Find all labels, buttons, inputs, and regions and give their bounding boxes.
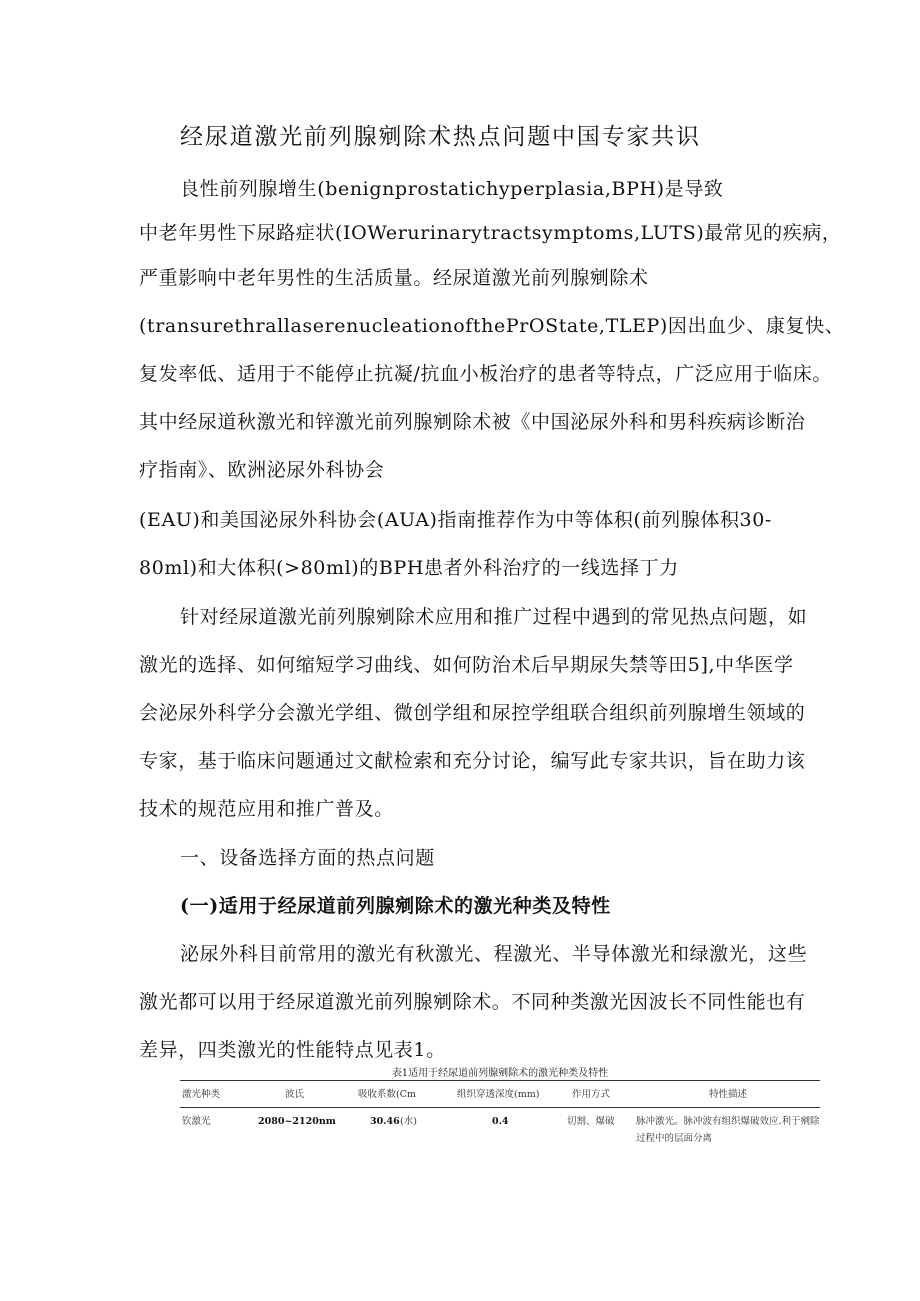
subsection-heading: (一)适用于经尿道前列腺剜除术的激光种类及特性 xyxy=(180,895,611,917)
table-cell-absorption: 30.46 xyxy=(370,1116,400,1127)
document-title: 经尿道激光前列腺剜除术热点问题中国专家共识 xyxy=(180,124,701,150)
table-header-type: 激光种类 xyxy=(182,1089,221,1100)
paragraph-line: 技术的规范应用和推广普及。 xyxy=(139,798,394,820)
table-header-mode: 作用方式 xyxy=(572,1089,611,1100)
table-cell-depth: 0.4 xyxy=(492,1116,509,1127)
paragraph-line: 其中经尿道秋激光和锌激光前列腺剜除术被《中国泌尿外科和男科疾病诊断治 xyxy=(139,411,806,433)
table-header-wavelength: 波氏 xyxy=(285,1089,305,1100)
table-caption: 表1适用于经尿道前列腺剜除术的激光种类及特性 xyxy=(391,1068,609,1079)
table-cell-mode: 切割、爆破 xyxy=(567,1116,615,1127)
paragraph-line: (EAU)和美国泌尿外科协会(AUA)指南推荐作为中等体积(前列腺体积30- xyxy=(139,509,772,531)
table-cell-wavelength: 2080~2120nm xyxy=(258,1116,336,1127)
table-header-depth: 组织穿透深度(mm) xyxy=(457,1089,540,1100)
paragraph-line: 激光都可以用于经尿道激光前列腺剜除术。不同种类激光因波长不同性能也有 xyxy=(139,991,806,1013)
paragraph-line: 专家，基于临床问题通过文献检索和充分讨论，编写此专家共识，旨在助力该 xyxy=(139,750,806,772)
paragraph-line: 良性前列腺增生(benignprostatichyperplasia,BPH)是导致 xyxy=(180,178,724,200)
table-header-rule xyxy=(180,1107,820,1108)
table-cell-desc-cont: 过程中的层面分离 xyxy=(636,1133,713,1144)
paragraph-line: (transurethrallaserenucleationofthePrOState,TLEP)因出血少、康复快、 xyxy=(139,315,845,337)
paragraph-line: 中老年男性下尿路症状(IOWerurinarytractsymptoms,LUTS)最常见的疾病， xyxy=(139,222,842,244)
paragraph-line: 差异，四类激光的性能特点见表1。 xyxy=(139,1039,446,1061)
paragraph-line: 复发率低、适用于不能停止抗凝/抗血小板治疗的患者等特点，广泛应用于临床。 xyxy=(139,363,833,385)
paragraph-line: 泌尿外科目前常用的激光有秋激光、程激光、半导体激光和绿激光，这些 xyxy=(180,943,808,965)
table-top-rule xyxy=(180,1080,820,1081)
section-heading: 一、设备选择方面的热点问题 xyxy=(180,847,435,869)
paragraph-line: 激光的选择、如何缩短学习曲线、如何防治术后早期尿失禁等田5],中华医学 xyxy=(139,654,794,676)
paragraph-line: 会泌尿外科学分会激光学组、微创学组和尿控学组联合组织前列腺增生领域的 xyxy=(139,702,806,724)
table-cell-absorption-note: (水) xyxy=(400,1116,417,1127)
table-header-desc: 特性描述 xyxy=(709,1089,748,1100)
table-cell-type: 钦激光 xyxy=(182,1116,211,1127)
paragraph-line: 针对经尿道激光前列腺剜除术应用和推广过程中遇到的常见热点问题，如 xyxy=(180,606,808,628)
table-header-absorption: 吸收系数(Cm xyxy=(358,1089,416,1100)
table-cell-desc: 脉冲激光。脉冲波有组织爆破效应.利于剜除 xyxy=(636,1116,820,1127)
paragraph-line: 疗指南》、欧洲泌尿外科协会 xyxy=(139,459,385,481)
paragraph-line: 80ml)和大体积(>80ml)的BPH患者外科治疗的一线选择丁力 xyxy=(139,557,679,579)
paragraph-line: 严重影响中老年男性的生活质量。经尿道激光前列腺剜除术 xyxy=(139,267,649,289)
